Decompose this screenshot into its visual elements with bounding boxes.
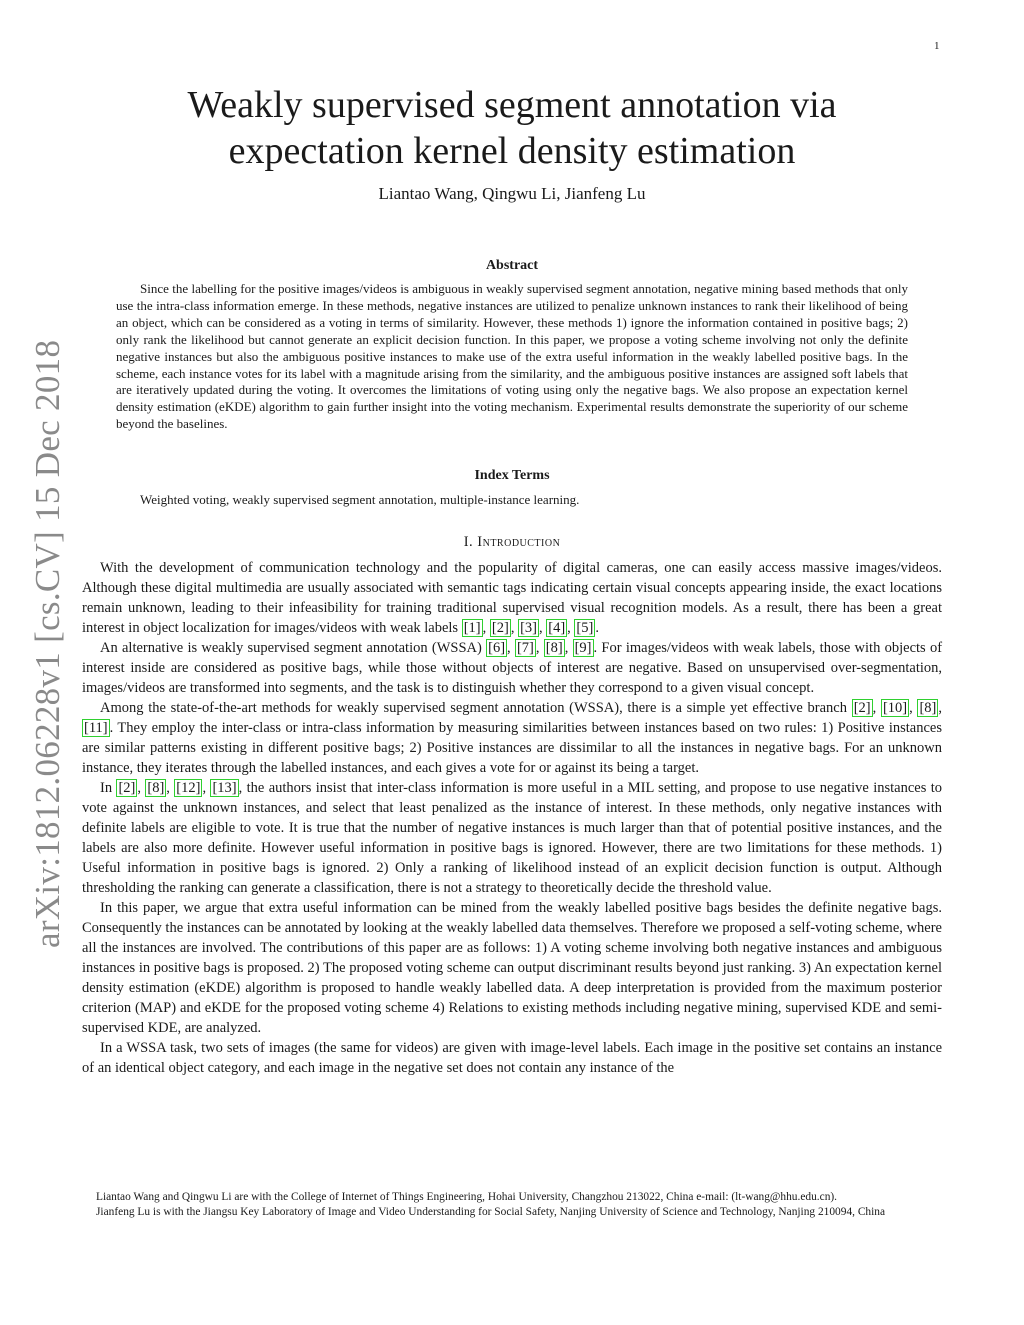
citation-link[interactable]: [1] xyxy=(463,620,481,636)
intro-paragraph-6: In a WSSA task, two sets of images (the same for videos) are given with image-level labels. Each image in the positive set contains an instance of an identical object category, and each image in the negative set does not contain any instance of the xyxy=(82,1040,942,1076)
author-list: Liantao Wang, Qingwu Li, Jianfeng Lu xyxy=(378,184,646,203)
introduction-body xyxy=(82,558,942,1078)
paragraph-text: . They employ the inter-class or intra-class information by measuring similarities between instances based on two rules: 1) Positive instances are similar patterns existing in different positive bags; 2) Positive instances are dissimilar to all the instances in negative bags. For an unknown instance, they iterates through the labelled instances, and each gives a vote for or against its being a target. xyxy=(82,720,942,776)
citation-link[interactable]: [8] xyxy=(147,780,165,796)
citation-link[interactable]: [7] xyxy=(516,640,534,656)
paragraph-text: Among the state-of-the-art methods for weakly supervised segment annotation (WSSA), there is a simple yet effective branch xyxy=(100,700,852,716)
citation-link[interactable]: [2] xyxy=(491,620,509,636)
index-terms-heading: Index Terms xyxy=(474,468,550,483)
citation-link[interactable]: [6] xyxy=(488,640,506,656)
paragraph-text: . For images/videos with weak labels, those with objects of interest inside are considered as positive bags, while those without objects of interest are negative. Based on unsupervised over-segmentation, images/videos are transformed into segments, and the task is to distinguish whether they correspond to a given visual concept. xyxy=(82,640,943,696)
citation-link[interactable]: [12] xyxy=(176,780,201,796)
citation-link[interactable]: [4] xyxy=(548,620,566,636)
section-heading-introduction: I. Introduction xyxy=(463,534,561,550)
abstract-heading: Abstract xyxy=(485,258,539,273)
citation-link[interactable]: [2] xyxy=(853,700,871,716)
intro-paragraph-2: An alternative is weakly supervised segment annotation (WSSA) [6] , [7] , [8] , [9] . For images/videos with weak labels, those with objects of interest inside are considered as positive bags, while those without objects of interest are negative. Based on unsupervised over-segmentation, images/videos are transformed into segments, and the task is to distinguish whether they correspond to a given visual concept. xyxy=(82,640,943,696)
intro-paragraph-1: With the development of communication technology and the popularity of digital cameras, one can easily access massive images/videos. Although these digital multimedia are usually associated with semantic tags indicating certain visual concepts appearing inside, the exact locations remain unknown, leading to their infeasibility for training traditional supervised visual recognition models. As a result, there has been a great interest in object localization for images/videos with weak labels [1] , [2] , [3] , [4] , [5] . xyxy=(82,560,942,636)
paragraph-text: With the development of communication technology and the popularity of digital cameras, one can easily access massive images/videos. Although these digital multimedia are usually associated with semantic tags indicating certain visual concepts appearing inside, the exact locations remain unknown, leading to their infeasibility for training traditional supervised visual recognition models. As a result, there has been a great interest in object localization for images/videos with weak labels xyxy=(82,560,942,636)
paragraph-text: , the authors insist that inter-class information is more useful in a MIL setting, and propose to use negative instances to vote against the unknown instances, and select that least penalized as the instance of interest. In these methods, only negative instances with definite labels are eligible to vote. It is true that the number of negative instances is much larger than that of potential positive instances, and the labels are also more definite. However useful information in positive bags is ignored. However, there are two limitations for these methods. 1) Useful information in positive bags is ignored. 2) Only a ranking of likelihood instead of an explicit decision function is output. Although thresholding the ranking can generate a classification, there is not a strategy to theoretically decide the threshold value. xyxy=(82,780,943,896)
arxiv-identifier-stamp: arXiv:1812.06228v1 [cs.CV] 15 Dec 2018 xyxy=(28,339,67,948)
citation-link[interactable]: [11] xyxy=(84,720,108,736)
citation-link[interactable]: [2] xyxy=(118,780,136,796)
footnote-affiliation-1: Liantao Wang and Qingwu Li are with the College of Internet of Things Engineering, Hohai University, Changzhou 213022, China e-mail: (lt-wang@hhu.edu.cn). xyxy=(96,1191,838,1203)
citation-link[interactable]: [8] xyxy=(545,640,563,656)
citation-link[interactable]: [13] xyxy=(212,780,237,796)
paragraph-text: In xyxy=(100,780,117,796)
citation-link[interactable]: [9] xyxy=(574,640,592,656)
intro-paragraph-5: In this paper, we argue that extra useful information can be mined from the weakly labelled positive bags besides the definite negative bags. Consequently the instances can be annotated by looking at the weakly labelled data themselves. Therefore we proposed a self-voting scheme, where all the instances are involved. The contributions of this paper are as follows: 1) A voting scheme involving both negative instances and ambiguous instances in positive bags is proposed. 2) The proposed voting scheme can output discriminant results beyond just ranking. 3) An expectation kernel density estimation (eKDE) algorithm is proposed to handle weakly labelled data. A deep interpretation is provided from the maximum posterior criterion (MAP) and eKDE for the proposed voting scheme 4) Relations to existing methods including negative mining, supervised KDE and semi-supervised KDE, are analyzed. xyxy=(82,900,942,1036)
page-number: 1 xyxy=(934,40,940,52)
citation-link[interactable]: [3] xyxy=(520,620,537,636)
paper-title: Weakly supervised segment annotation via expectation kernel density estimation xyxy=(187,84,837,172)
footnotes xyxy=(82,1190,942,1220)
footnote-affiliation-2: Jianfeng Lu is with the Jiangsu Key Laboratory of Image and Video Understanding for Social Safety, Nanjing University of Science and Technology, Nanjing 210094, China xyxy=(96,1206,886,1218)
index-terms-text: Weighted voting, weakly supervised segment annotation, multiple-instance learning. xyxy=(140,492,580,507)
citation-link[interactable]: [8] xyxy=(919,700,937,716)
abstract-text: Since the labelling for the positive images/videos is ambiguous in weakly supervised segment annotation, negative mining based methods that only use the intra-class information emerge. In these methods, negative instances are utilized to penalize unknown instances to rank their likelihood of being an object, which can be considered as a voting in terms of similarity. However, these methods 1) ignore the information contained in positive bags; 2) only rank the likelihood but cannot generate an explicit decision function. In this paper, we propose a voting scheme involving not only the definite negative instances but also the ambiguous positive instances to make use of the extra useful information in the weakly labelled positive bags. In the scheme, each instance votes for its label with a magnitude arising from the similarity, and the ambiguous positive instances are assigned soft labels that are iteratively updated during the voting. It overcomes the limitations of voting using only the negative bags. We also propose an expectation kernel density estimation (eKDE) algorithm to gain further insight into the voting mechanism. Experimental results demonstrate the superiority of our scheme beyond the baselines. xyxy=(116,281,908,432)
citation-link[interactable]: [5] xyxy=(576,620,594,636)
paragraph-text: An alternative is weakly supervised segment annotation (WSSA) xyxy=(100,640,487,656)
citation-link[interactable]: [10] xyxy=(882,700,908,716)
intro-paragraph-3: Among the state-of-the-art methods for weakly supervised segment annotation (WSSA), there is a simple yet effective branch [2] , [10] , [8] , [11] . They employ the inter-class or intra-class information by measuring similarities between instances based on two rules: 1) Positive instances are similar patterns existing in different positive bags; 2) Positive instances are dissimilar to all the instances in negative bags. For an unknown instance, they iterates through the labelled instances, and each gives a vote for or against its being a target. xyxy=(82,700,942,776)
intro-paragraph-4: In [2] , [8] , [12] , [13] , the authors insist that inter-class information is more useful in a MIL setting, and propose to use negative instances to vote against the unknown instances, and select that least penalized as the instance of interest. In these methods, only negative instances with definite labels are eligible to vote. It is true that the number of negative instances is much larger than that of potential positive instances, and the labels are also more definite. However useful information in positive bags is ignored. However, there are two limitations for these methods. 1) Useful information in positive bags is ignored. 2) Only a ranking of likelihood instead of an explicit decision function is output. Although thresholding the ranking can generate a classification, there is not a strategy to theoretically decide the threshold value. xyxy=(82,780,943,896)
